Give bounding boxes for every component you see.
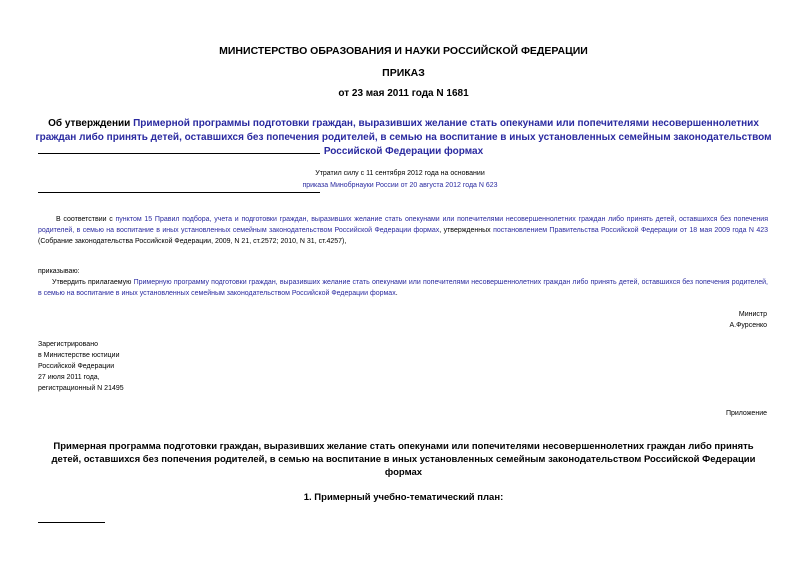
registration-line: регистрационный N 21495 bbox=[38, 385, 124, 392]
approve-prefix: Утвердить прилагаемую bbox=[52, 279, 134, 286]
footnote-divider bbox=[38, 522, 105, 523]
divider-top bbox=[38, 153, 320, 154]
signature-position: Министр bbox=[738, 311, 767, 318]
title-prefix: Об утверждении bbox=[48, 118, 134, 129]
registration-line: Российской Федерации bbox=[38, 363, 115, 370]
divider-bottom bbox=[38, 192, 320, 193]
preamble-link-resolution[interactable]: постановлением Правительства Российской Федерации от 18 мая 2009 года N 423 bbox=[493, 227, 768, 234]
registration-line: в Министерстве юстиции bbox=[38, 352, 120, 359]
registration-line: Зарегистрировано bbox=[38, 341, 98, 348]
lost-force-note bbox=[200, 168, 600, 192]
registration-block bbox=[38, 339, 124, 394]
signature-name: А.Фурсенко bbox=[729, 322, 767, 329]
registration-line: 27 июля 2011 года, bbox=[38, 374, 100, 381]
title-link[interactable]: Примерной программы подготовки граждан, выразивших желание стать опекунами или попечителями несовершеннолетних граждан либо принять детей, оставшихся без попечения родителей, в семью на воспитание в иных установленных семейным законодательством Российской Федерации формах bbox=[35, 118, 772, 157]
approve-link-program[interactable]: Примерную программу подготовки граждан, выразивших желание стать опекунами или попечителями несовершеннолетних граждан либо принять детей, оставшихся без попечения родителей, в семью на воспитание в иных установленных семейным законодательством Российской Федерации формах bbox=[38, 279, 768, 297]
approve-paragraph bbox=[38, 277, 768, 299]
lost-force-text: Утратил силу с 11 сентября 2012 года на основании bbox=[315, 170, 485, 177]
preamble-middle: , утвержденных bbox=[439, 227, 494, 234]
preamble-suffix: (Собрание законодательства Российской Федерации, 2009, N 21, ст.2572; 2010, N 31, ст.4257), bbox=[38, 238, 347, 245]
approve-suffix: . bbox=[395, 290, 398, 297]
plan-heading: 1. Примерный учебно-тематический план: bbox=[303, 492, 504, 503]
signature-block bbox=[729, 309, 767, 331]
lost-force-link[interactable]: приказа Минобрнауки России от 20 августа 2012 года N 623 bbox=[302, 182, 498, 189]
preamble-paragraph bbox=[38, 214, 768, 247]
preamble-link-rules[interactable]: пунктом 15 Правил подбора, учета и подготовки граждан, выразивших желание стать опекунами или попечителями несовершеннолетних граждан либо принять детей, оставшихся без попечения родителей, в семью на воспитание в иных установленных семейным законодательством Российской Федерации формах bbox=[38, 216, 769, 234]
ministry-heading: МИНИСТЕРСТВО ОБРАЗОВАНИЯ И НАУКИ РОССИЙСКОЙ ФЕДЕРАЦИИ bbox=[219, 45, 588, 57]
program-title: Примерная программа подготовки граждан, выразивших желание стать опекунами или попечителями несовершеннолетних граждан либо принять детей, оставшихся без попечения родителей, в семью на воспитание в иных установленных семейным законодательством Российской Федерации формах bbox=[51, 441, 756, 478]
preamble-prefix: В соответствии с bbox=[56, 216, 116, 223]
appendix-label: Приложение bbox=[725, 410, 767, 417]
order-heading: ПРИКАЗ bbox=[382, 67, 425, 79]
order-word: приказываю: bbox=[38, 268, 80, 275]
order-date: от 23 мая 2011 года N 1681 bbox=[338, 88, 469, 99]
